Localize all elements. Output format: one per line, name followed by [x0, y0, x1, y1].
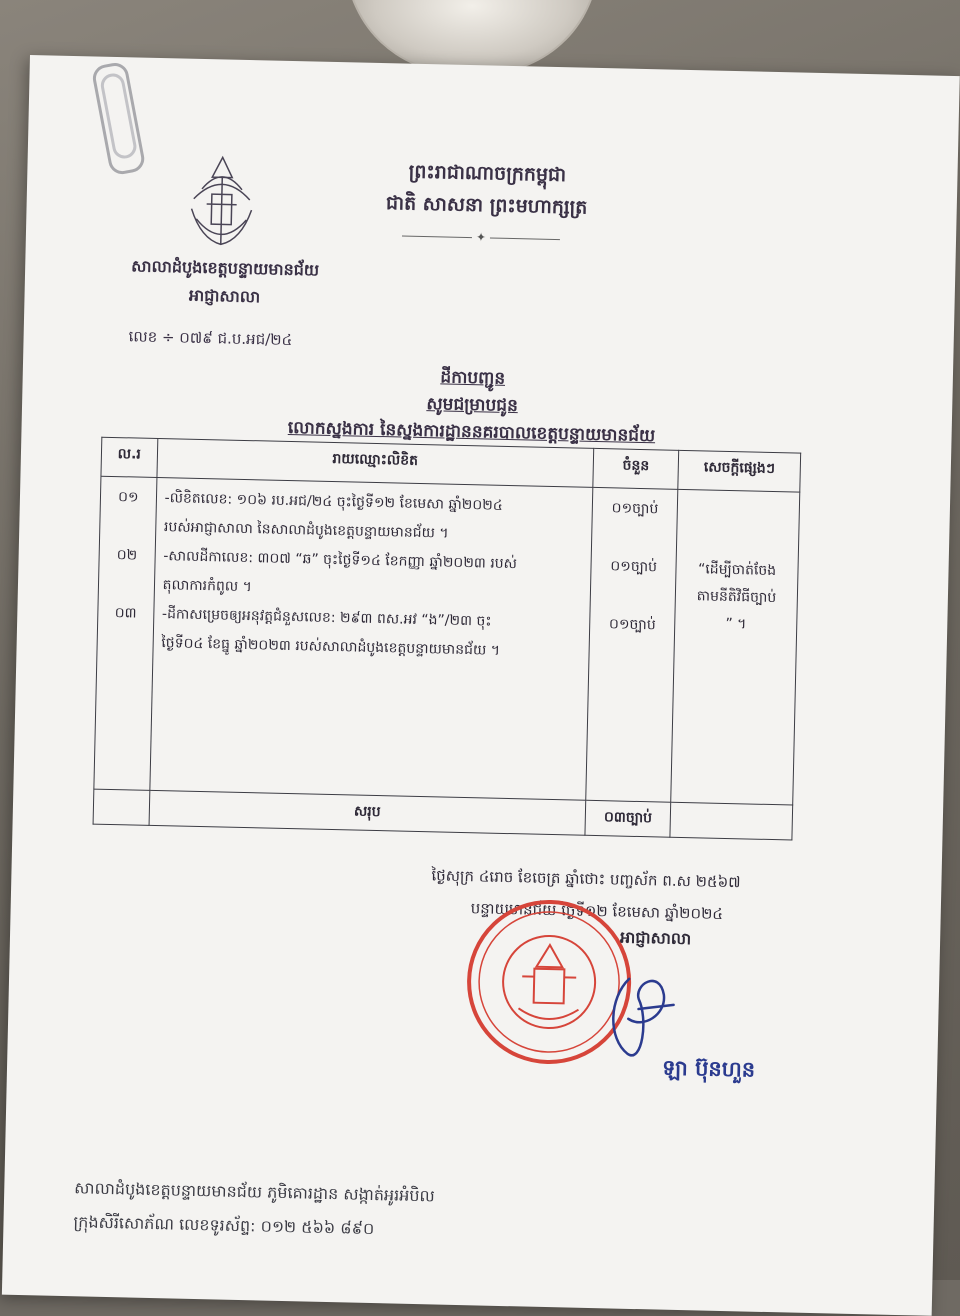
org-line-2: អាជ្ញាសាលា	[119, 280, 330, 313]
total-label: សរុប	[149, 790, 586, 835]
row-number-1: ០១	[109, 483, 148, 513]
org-line-1: សាលាដំបូងខេត្តបន្ទាយមានជ័យ	[120, 252, 331, 285]
kingdom-header	[346, 154, 627, 224]
col-header-remarks: សេចក្ដីផ្សេងៗ	[678, 450, 801, 492]
reference-number: លេខ ÷ ០៧៩ ជ.ប.អជ/២៤	[128, 327, 292, 353]
issuing-office	[119, 252, 330, 313]
row-descriptions	[149, 477, 592, 800]
item-3-desc-line-2: ថ្ងៃទី០៤ ខែធ្នូ ឆ្នាំ២០២៣ របស់សាលាដំបូងខេត្តបន្ទាយមានជ័យ ។	[161, 629, 581, 668]
lunar-date-line: ថ្ងៃសុក្រ ៤រោច ខែចេត្រ ឆ្នាំថោះ បញ្ចស័ក ព.ស ២៥៦៧	[431, 859, 852, 901]
item-1-desc-line-1: -លិខិតលេខ: ១០៦ រប.អជ/២៤ ចុះថ្ងៃទី១២ ខែមេសា ឆ្នាំ២០២៤	[164, 484, 584, 523]
row-number-2: ០២	[107, 541, 146, 571]
item-2-desc-line-1: -សាលដីកាលេខ: ៣០៧ “ឆ” ចុះថ្ងៃទី១៤ ខែកញ្ញា ឆ្នាំ២០២៣ របស់	[163, 542, 583, 581]
remark-line-2: តាមនីតិវិធីច្បាប់	[684, 583, 789, 612]
total-quantity: ០៣ច្បាប់	[585, 800, 671, 837]
row-quantities	[586, 487, 678, 802]
handwritten-signature	[597, 958, 689, 1070]
row-remarks	[671, 489, 800, 805]
item-2-desc-line-2: តុលាការកំពូល ។	[162, 571, 582, 610]
ornament-divider: ✦	[381, 228, 581, 243]
item-1-desc-line-2: របស់អាជ្ញាសាលា នៃសាលាដំបូងខេត្តបន្ទាយមានជ័យ ។	[164, 513, 584, 552]
kingdom-line-1: ព្រះរាជាណាចក្រកម្ពុជា	[347, 154, 628, 192]
signing-office: អាជ្ញាសាលា	[620, 927, 692, 953]
document-page	[2, 55, 960, 1316]
table-row	[94, 476, 800, 805]
remark-line-3: ” ។	[683, 610, 788, 639]
item-3-desc-line-1: -ដីកាសម្រេចឲ្យអនុវត្តជំនួសលេខ: ២៩៣ ពស.អវ “ង”/២៣ ចុះ	[162, 600, 582, 639]
footer-line-2: ក្រុងសិរីសោភ័ណ លេខទូរស័ព្ទ: ០១២ ៥៦៦ ៨៩០	[73, 1205, 434, 1247]
remark-line-1: “ដើម្បីចាត់ចែង	[684, 556, 789, 585]
heading-title: ដីកាបញ្ជូន	[213, 359, 733, 398]
documents-table	[93, 437, 802, 841]
item-2-qty: ០១ច្បាប់	[599, 552, 668, 583]
row-number-3: ០៣	[106, 599, 145, 629]
col-header-no: ល.រ	[101, 437, 158, 477]
solar-date-line: បន្ទាយមានជ័យ ថ្ងៃទី១២ ខែមេសា ឆ្នាំ២០២៤	[430, 891, 851, 933]
footer-line-1: សាលាដំបូងខេត្តបន្ទាយមានជ័យ ភូមិគោរដ្ឋាន សង្កាត់អូរអំបិល	[74, 1171, 435, 1213]
signer-name: ឡា ប៊ុនហួន	[662, 1055, 756, 1088]
document-heading	[211, 359, 733, 452]
footer-address	[73, 1171, 435, 1247]
kingdom-line-2: ជាតិ សាសនា ព្រះមហាក្សត្រ	[346, 186, 627, 224]
heading-subtitle: សូមជម្រាបជូន	[212, 386, 732, 425]
item-3-qty: ០១ច្បាប់	[598, 610, 667, 641]
court-emblem-icon	[180, 148, 262, 260]
col-header-quantity: ចំនួន	[593, 448, 679, 489]
heading-recipient: លោកស្នងការ នៃស្នងការដ្ឋាននគរបាលខេត្តបន្ទាយមានជ័យ	[211, 413, 731, 452]
row-numbers	[94, 476, 157, 790]
item-1-qty: ០១ច្បាប់	[601, 494, 670, 525]
col-header-description: រាយឈ្មោះលិខិត	[157, 438, 594, 487]
